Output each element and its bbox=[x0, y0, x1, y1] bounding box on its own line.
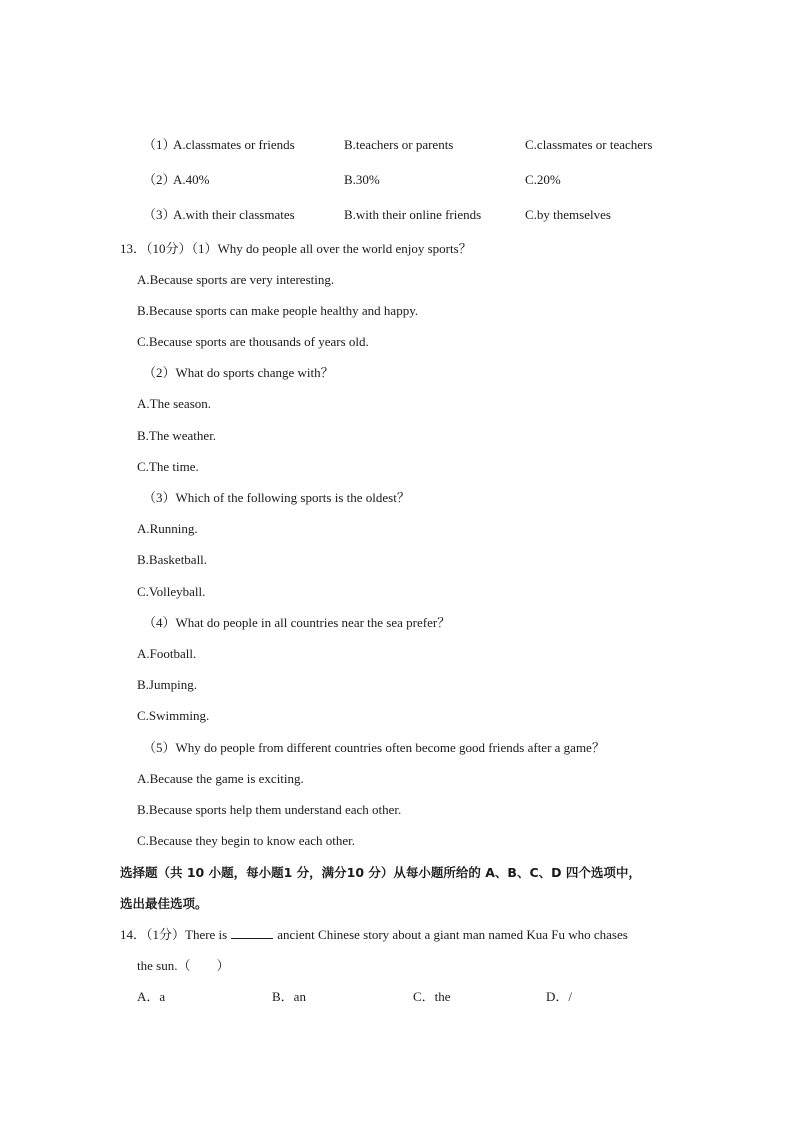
q14-question bbox=[120, 926, 628, 944]
section-heading-continued: 选出最佳选项。 bbox=[120, 896, 208, 911]
q14-option-d: D．/ bbox=[546, 989, 573, 1004]
q14-option-c: C．the bbox=[413, 989, 451, 1004]
q13-line: C.Volleyball. bbox=[137, 584, 206, 599]
q12-option-number: （1） bbox=[143, 137, 176, 152]
q13-line: C.Because sports are thousands of years old. bbox=[137, 334, 369, 349]
q13-line: C.Swimming. bbox=[137, 708, 210, 723]
q12-option-number: （3） bbox=[143, 207, 176, 222]
q13-line: B.Basketball. bbox=[137, 552, 208, 567]
q12-option-c: C.classmates or teachers bbox=[525, 137, 653, 152]
q12-option-a: A.with their classmates bbox=[173, 207, 295, 222]
q13-line: B.Because sports can make people healthy and happy. bbox=[137, 303, 419, 318]
q12-option-c: C.20% bbox=[525, 172, 561, 187]
q13-line: A.Running. bbox=[137, 521, 198, 536]
q13-line: C.Because they begin to know each other. bbox=[137, 833, 356, 848]
q13-subquestion: （5）Why do people from different countries often become good friends after a game？ bbox=[143, 740, 605, 755]
q14-question-continued: the sun.（ ） bbox=[137, 958, 230, 973]
q12-option-b: B.teachers or parents bbox=[344, 137, 454, 152]
q13-line: B.Because sports help them understand each other. bbox=[137, 802, 402, 817]
q13-line: A.The season. bbox=[137, 396, 212, 411]
q12-option-a: A.classmates or friends bbox=[173, 137, 295, 152]
q13-line: A.Football. bbox=[137, 646, 197, 661]
q12-option-b: B.with their online friends bbox=[344, 207, 482, 222]
q13-subquestion: （4）What do people in all countries near the sea prefer？ bbox=[143, 615, 451, 630]
q13-line: A.Because the game is exciting. bbox=[137, 771, 304, 786]
q13-subquestion: （2）What do sports change with？ bbox=[143, 365, 334, 380]
q13-line: C.The time. bbox=[137, 459, 199, 474]
q12-option-b: B.30% bbox=[344, 172, 380, 187]
q14-prefix: 14．（1分）There is bbox=[120, 927, 228, 942]
section-heading: 选择题（共 10 小题，每小题1 分，满分10 分）从每小题所给的 A、B、C、D 四个选项中， bbox=[120, 865, 641, 880]
q12-option-number: （2） bbox=[143, 172, 176, 187]
q13-subquestion: （3）Which of the following sports is the oldest？ bbox=[143, 490, 410, 505]
q12-option-a: A.40% bbox=[173, 172, 210, 187]
answer-blank bbox=[231, 926, 273, 939]
q14-suffix: ancient Chinese story about a giant man named Kua Fu who chases bbox=[277, 927, 628, 942]
q13-line: B.Jumping. bbox=[137, 677, 197, 692]
q14-option-a: A．a bbox=[137, 989, 166, 1004]
q12-option-c: C.by themselves bbox=[525, 207, 611, 222]
q14-option-b: B．an bbox=[272, 989, 306, 1004]
q13-header: 13．（10分）（1）Why do people all over the world enjoy sports？ bbox=[120, 241, 472, 256]
q13-line: A.Because sports are very interesting. bbox=[137, 272, 335, 287]
q13-line: B.The weather. bbox=[137, 428, 217, 443]
